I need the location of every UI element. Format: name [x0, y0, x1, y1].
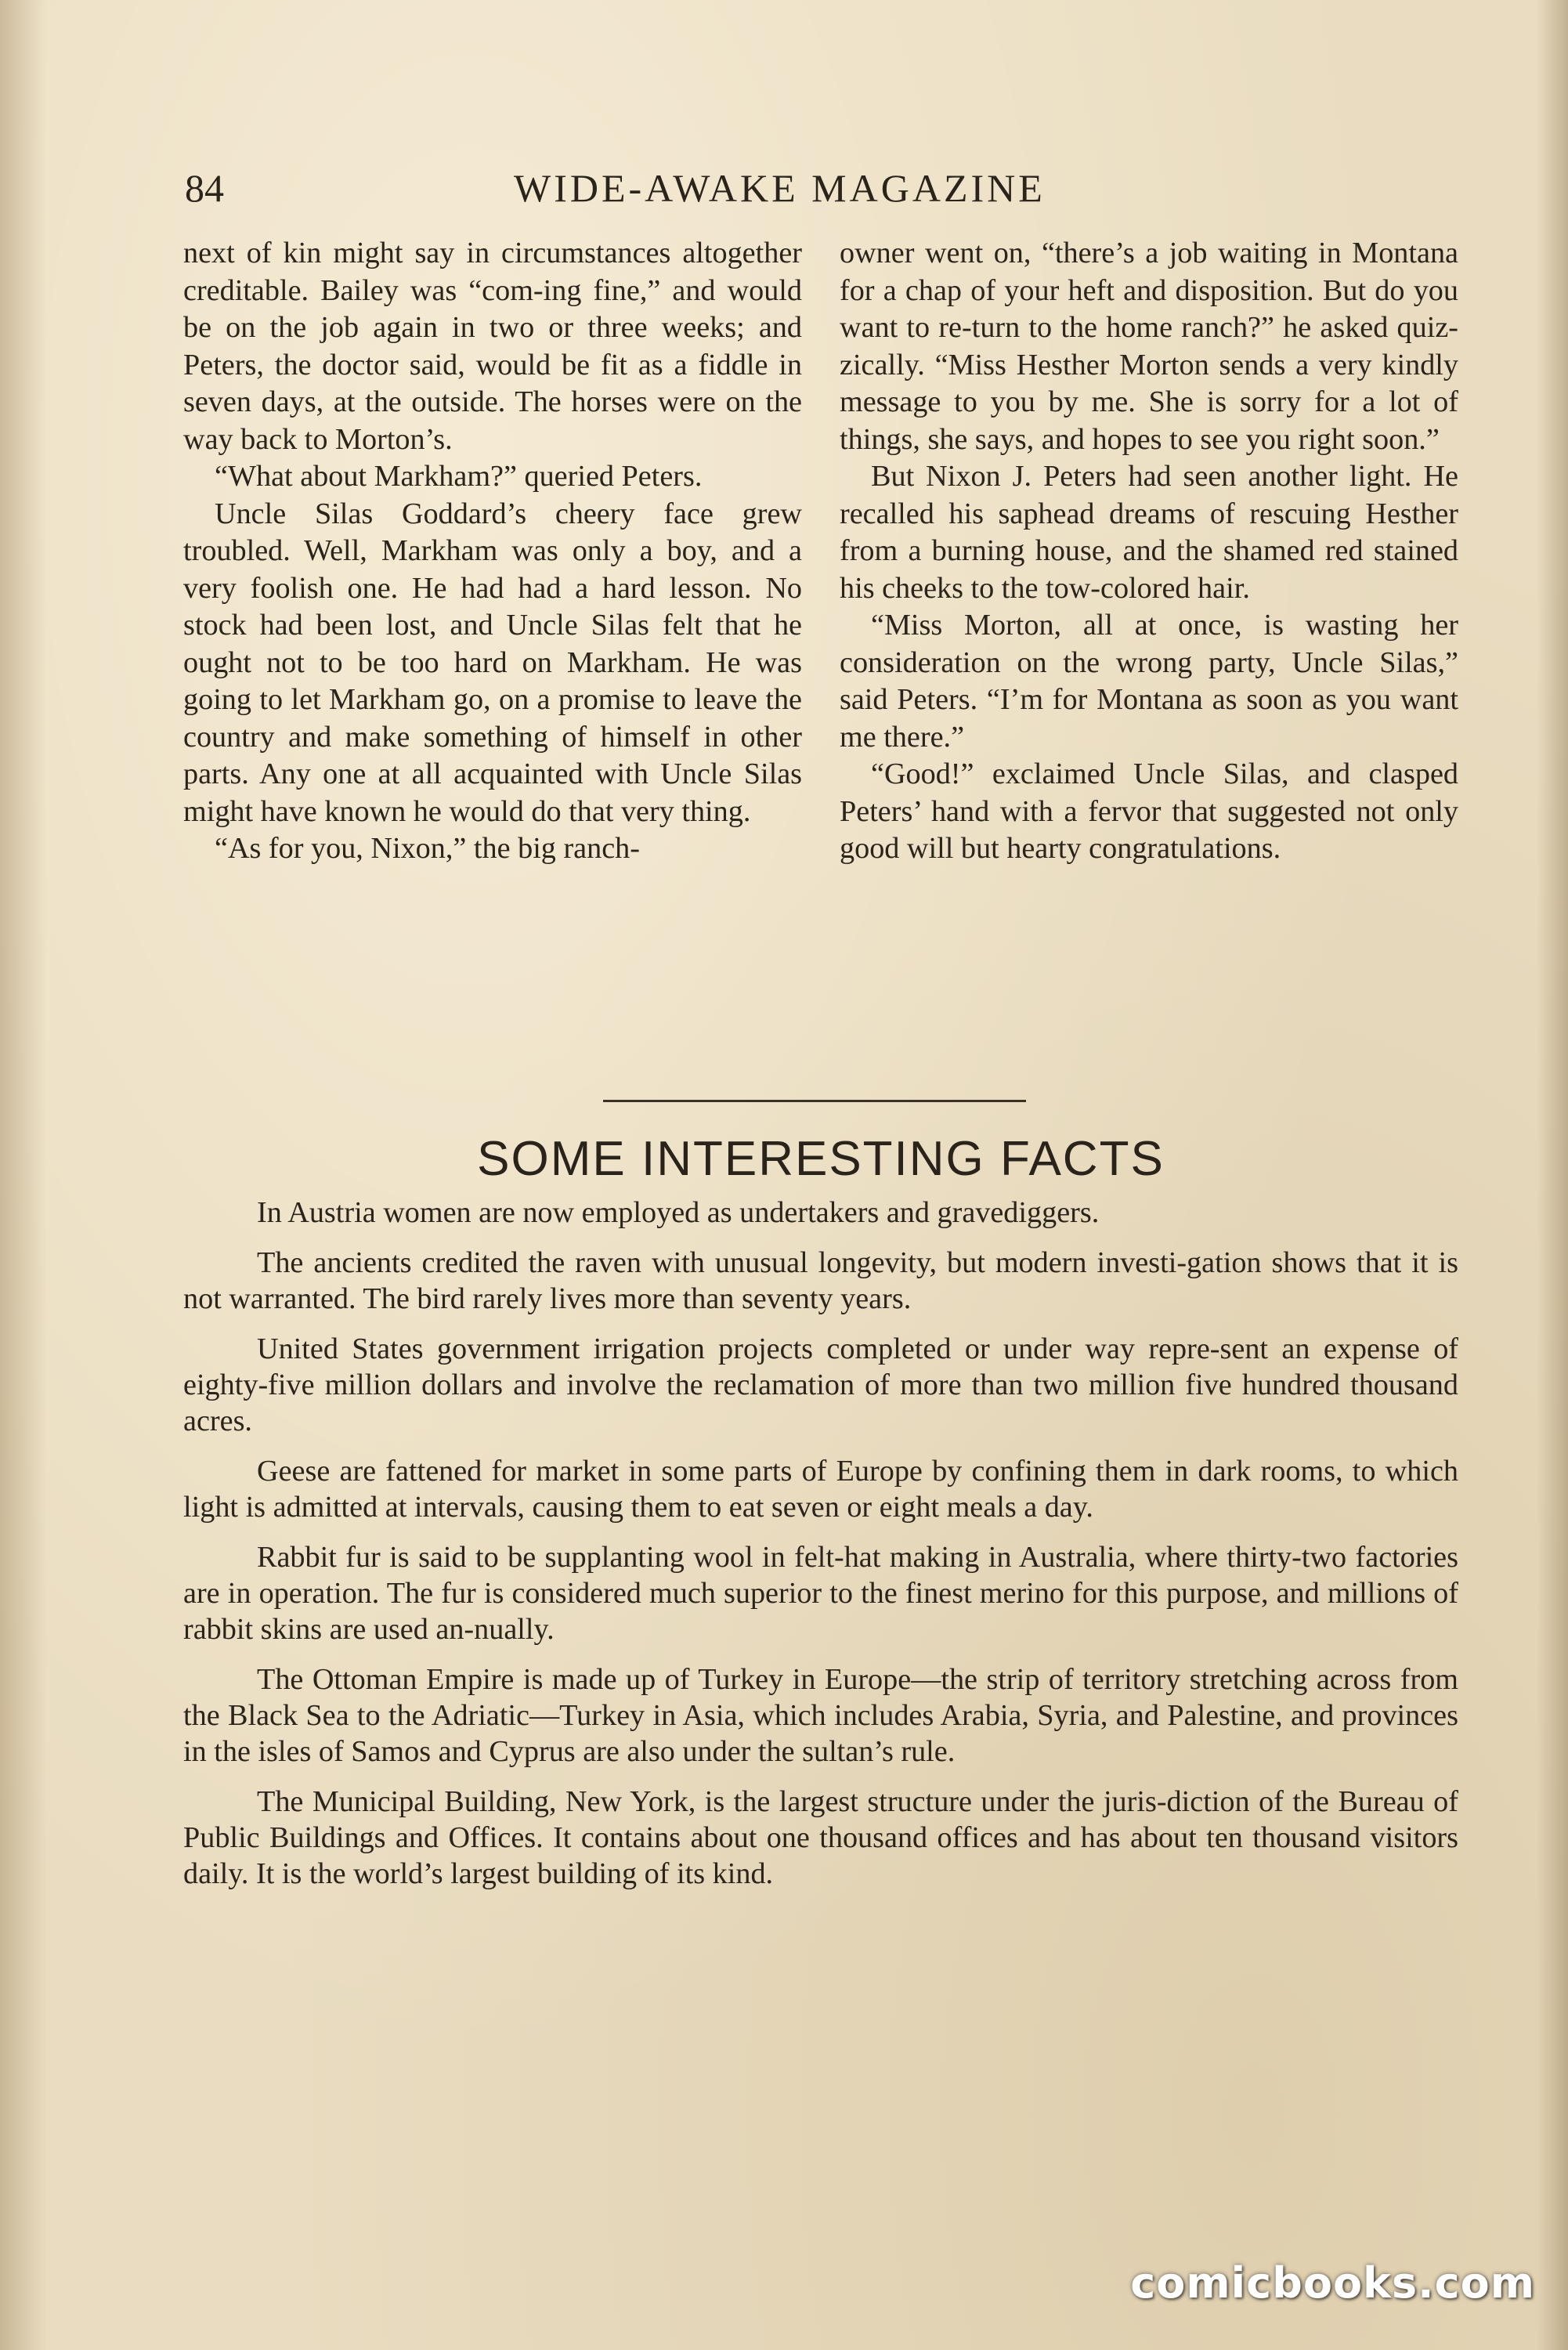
fact-paragraph: United States government irrigation projects completed or under way repre-sent an expense of eighty-five million dollars and involve the reclamation of more than two million five hundred thousand acres.: [183, 1332, 1458, 1437]
story-paragraph: Uncle Silas Goddard’s cheery face grew troubled. Well, Markham was only a boy, and a very foolish one. He had had a hard lesson. No stock had been lost, and Uncle Silas felt that he ought not to be too hard on Markham. He was going to let Markham go, on a promise to leave the country and make something of himself in other parts. Any one at all acquainted with Uncle Silas might have known he would do that very thing.: [183, 497, 802, 828]
facts-list: [183, 1195, 1458, 1906]
story-paragraph: “As for you, Nixon,” the big ranch-: [215, 832, 640, 865]
fact-paragraph: Rabbit fur is said to be supplanting wool in felt-hat making in Australia, where thirty-two factories are in operation. The fur is considered much superior to the finest merino for this purpose, and millions of rabbit skins are used an-nually.: [183, 1541, 1458, 1646]
fact-paragraph: The Municipal Building, New York, is the largest structure under the juris-diction of the Bureau of Public Buildings and Offices. It contains about one thousand offices and has about ten thousand visitors daily. It is the world’s largest building of its kind.: [183, 1785, 1458, 1890]
story-column-left: [183, 235, 802, 868]
fact-paragraph: The Ottoman Empire is made up of Turkey in Europe—the strip of territory stretching across from the Black Sea to the Adriatic—Turkey in Asia, which includes Arabia, Syria, and Palestine, and provinces in the isles of Samos and Cyprus are also under the sultan’s rule.: [183, 1663, 1458, 1768]
story-paragraph: “What about Markham?” queried Peters.: [215, 460, 703, 493]
story-paragraph: “Miss Morton, all at once, is wasting her consideration on the wrong party, Uncle Silas,” said Peters. “I’m for Montana as soon as you want me there.”: [840, 609, 1458, 754]
story-column-right: [840, 235, 1458, 868]
story-paragraph: But Nixon J. Peters had seen another light. He recalled his saphead dreams of rescuing Hesther from a burning house, and the shamed red stained his cheeks to the tow-colored hair.: [840, 460, 1458, 605]
story-paragraph: next of kin might say in circumstances altogether creditable. Bailey was “com-ing fine,” and would be on the job again in two or three weeks; and Peters, the doctor said, would be fit as a fiddle in seven days, at the outside. The horses were on the way back to Morton’s.: [183, 237, 802, 456]
page-edge-shadow-right: [1537, 0, 1568, 2350]
page-header: [185, 161, 1407, 215]
page-edge-shadow-left: [0, 0, 47, 2350]
story-paragraph: “Good!” exclaimed Uncle Silas, and clasped Peters’ hand with a fervor that suggested not only good will but hearty congratulations.: [840, 757, 1458, 865]
fact-paragraph: In Austria women are now employed as undertakers and gravediggers.: [257, 1196, 1100, 1229]
section-divider-rule: [603, 1100, 1026, 1102]
section-heading: SOME INTERESTING FACTS: [477, 1132, 1165, 1186]
running-title: WIDE-AWAKE MAGAZINE: [514, 166, 1046, 210]
story-paragraph: owner went on, “there’s a job waiting in Montana for a chap of your heft and disposition. But do you want to re-turn to the home ranch?” he asked quiz-zically. “Miss Hesther Morton sends a very kindly message to you by me. She is sorry for a lot of things, she says, and hopes to see you right soon.”: [840, 237, 1458, 456]
page-number: 84: [185, 166, 224, 210]
fact-paragraph: Geese are fattened for market in some parts of Europe by confining them in dark rooms, to which light is admitted at intervals, causing them to eat seven or eight meals a day.: [183, 1455, 1458, 1524]
site-watermark: comicbooks.com: [1130, 2258, 1535, 2308]
fact-paragraph: The ancients credited the raven with unusual longevity, but modern investi-gation shows that it is not warranted. The bird rarely lives more than seventy years.: [183, 1246, 1458, 1315]
